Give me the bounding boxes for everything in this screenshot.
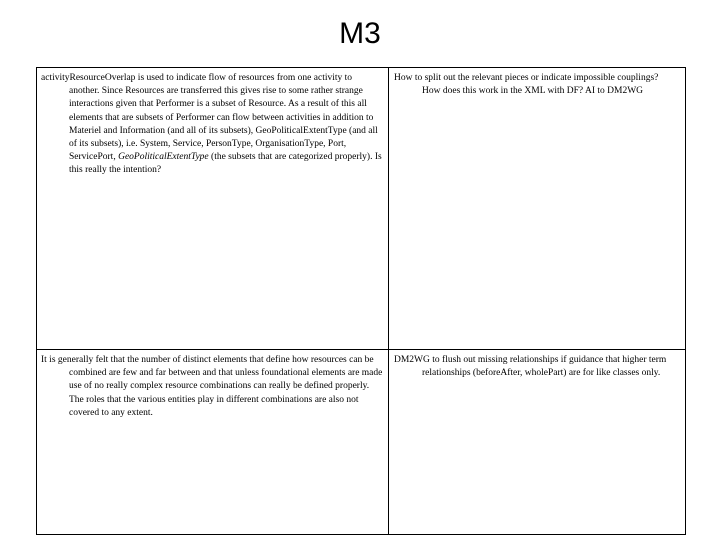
response-text-split-out: How to split out the relevant pieces or indicate impossible couplings? How does this work in the XML with DF? AI to DM2WG xyxy=(394,73,659,97)
issue-text-distinct-elements: It is generally felt that the number of distinct elements that define how resources can be combined are few and far between and that unless foundational elements are made use of no really complex resource combinations can really be defined properly. The roles that the various entities play in different combinations are also not covered to any extent. xyxy=(41,355,383,418)
issue-text-part2: (the subsets that are categorized properly). Is this really the intention? xyxy=(69,152,382,176)
cell-bottom-left xyxy=(37,350,389,534)
issue-text-activity-resource-overlap xyxy=(41,72,384,178)
comments-table xyxy=(36,67,686,535)
cell-top-right xyxy=(389,68,685,350)
response-text-missing-relationships: DM2WG to flush out missing relationships if guidance that higher term relationships (beforeAfter, wholePart) are for like classes only. xyxy=(394,355,667,379)
slide-title: M3 xyxy=(339,17,381,50)
cell-top-left xyxy=(37,68,389,350)
issue-text-italic: GeoPoliticalExtentType xyxy=(118,152,209,163)
issue-text-part1: activityResourceOverlap is used to indicate flow of resources from one activity to another. Since Resources are transferred this gives rise to some rather strange interactions given that Performer is a subset of Resource. As a result of this all elements that are subsets of Performer can flow between activities in addition to Materiel and Information (and all of its subsets), GeoPoliticalExtentType (and all of its subsets), i.e. System, Service, PersonType, OrganisationType, Port, ServicePort, xyxy=(41,73,378,163)
cell-bottom-right xyxy=(389,350,685,534)
